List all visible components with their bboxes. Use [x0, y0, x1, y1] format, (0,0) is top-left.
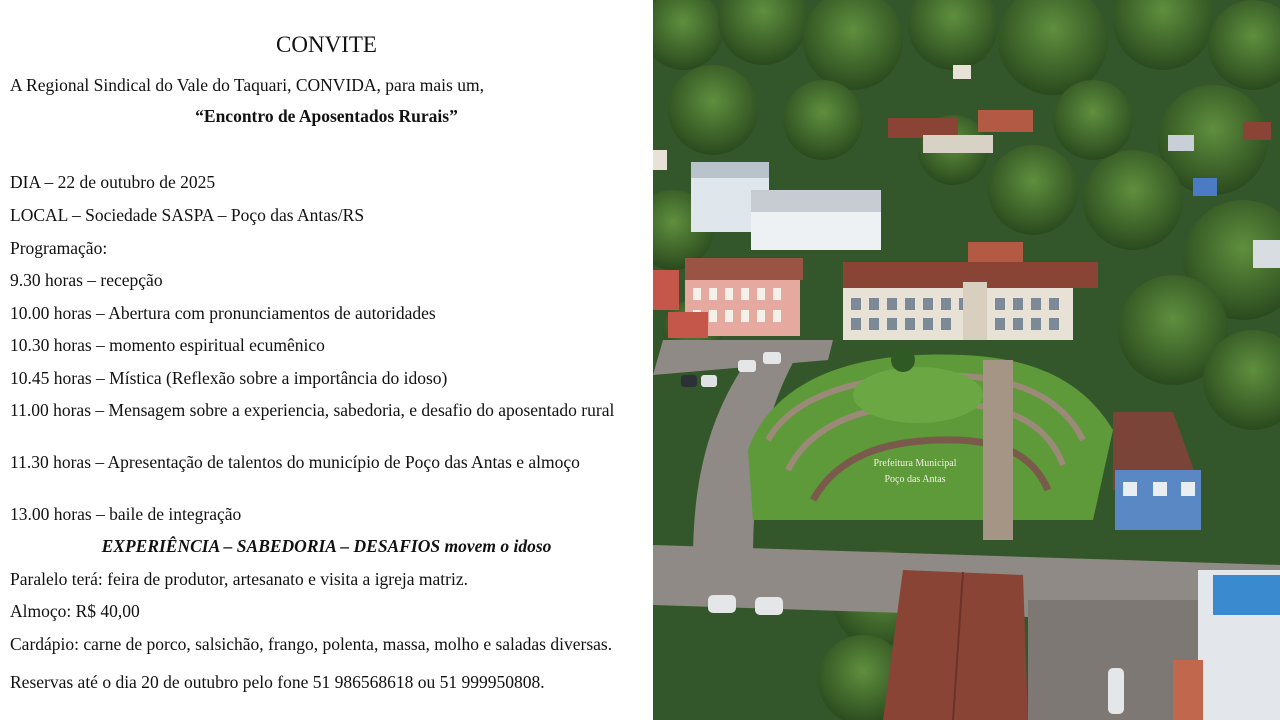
reservations-info: Reservas até o dia 20 de outubro pelo fone 51 986568618 ou 51 999950808. — [10, 672, 545, 692]
sign-line-1: Prefeitura Municipal — [873, 458, 957, 469]
program-item: 11.30 horas – Apresentação de talentos do município de Poço das Antas e almoço — [10, 452, 580, 472]
slogan: EXPERIÊNCIA – SABEDORIA – DESAFIOS movem o idoso — [101, 536, 552, 556]
event-name: “Encontro de Aposentados Rurais” — [195, 106, 458, 126]
program-item: 10.45 horas – Mística (Reflexão sobre a importância do idoso) — [10, 368, 448, 388]
program-item: 9.30 horas – recepção — [10, 270, 163, 290]
event-location: LOCAL – Sociedade SASPA – Poço das Antas/RS — [10, 205, 365, 225]
program-item: 10.30 horas – momento espiritual ecumênico — [10, 335, 325, 355]
program-item: 11.00 horas – Mensagem sobre a experiencia, sabedoria, e desafio do aposentado rural — [10, 400, 615, 420]
municipal-building — [843, 262, 1098, 340]
sign-line-2: Poço das Antas — [884, 474, 946, 485]
program-item: 13.00 horas – baile de integração — [10, 504, 242, 524]
lunch-menu: Cardápio: carne de porco, salsichão, frango, polenta, massa, molho e saladas diversas. — [10, 634, 613, 654]
aerial-town-photo — [653, 0, 1280, 720]
invitation-title: CONVITE — [276, 32, 377, 57]
lunch-price: Almoço: R$ 40,00 — [10, 601, 140, 621]
church-roof — [883, 570, 1028, 720]
aerial-illustration — [653, 0, 1280, 720]
program-item: 10.00 horas – Abertura com pronunciamentos de autoridades — [10, 303, 436, 323]
invitation-intro: A Regional Sindical do Vale do Taquari, CONVIDA, para mais um, — [10, 75, 484, 95]
event-date: DIA – 22 de outubro de 2025 — [10, 172, 216, 192]
program-heading: Programação: — [10, 238, 108, 258]
pink-building — [653, 258, 803, 338]
parallel-activities: Paralelo terá: feira de produtor, artesanato e visita a igreja matriz. — [10, 569, 468, 589]
